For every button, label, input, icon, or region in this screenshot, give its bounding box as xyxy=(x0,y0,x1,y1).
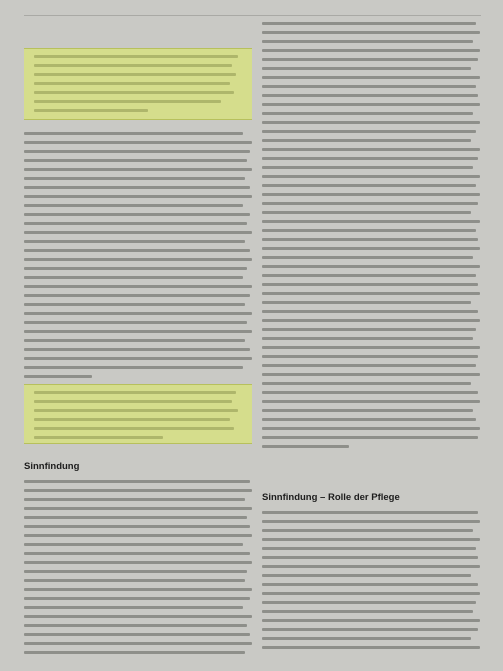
section-heading-rolle-der-pflege: Sinnfindung – Rolle der Pflege xyxy=(262,492,400,503)
highlight-box-top xyxy=(24,48,252,120)
right-body-1 xyxy=(262,22,480,454)
right-body-2 xyxy=(262,511,480,655)
header-divider xyxy=(24,15,481,16)
section-heading-sinnfindung: Sinnfindung xyxy=(24,461,80,472)
left-body-2 xyxy=(24,480,252,660)
highlight-box-middle xyxy=(24,384,252,444)
left-body-1 xyxy=(24,132,252,384)
